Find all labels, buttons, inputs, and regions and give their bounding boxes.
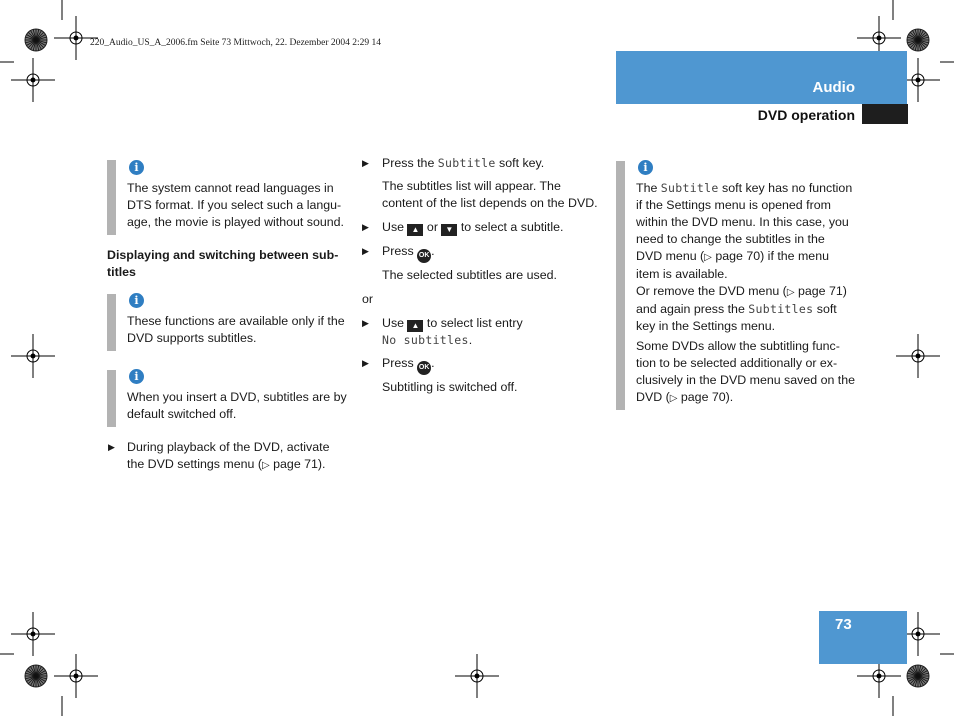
note-bar (107, 370, 116, 427)
note-text (127, 389, 352, 423)
step-text: Use ▲ to select list entry No subtitles. (382, 316, 523, 347)
info-icon: i (129, 293, 144, 308)
list-entry-label: No subtitles (382, 333, 469, 347)
registration-starburst-icon (25, 29, 47, 51)
step-text (127, 439, 352, 474)
note-bar (616, 161, 625, 410)
note-bar (107, 294, 116, 351)
step-text: Press OK . (382, 243, 607, 263)
step-line: During playback of the DVD, activate (127, 440, 330, 454)
thumb-tab (862, 104, 908, 124)
or-text: or (362, 292, 374, 306)
note-line: DVD supports subtitles. (127, 331, 257, 345)
registration-crosshair-icon (11, 612, 55, 656)
note-line: age, the movie is played without sound. (127, 215, 344, 229)
result-text: The subtitles list will appear. The content of the list depends on the DVD. (382, 179, 598, 210)
up-arrow-key-icon: ▲ (407, 224, 423, 236)
step-text: Press OK . (382, 355, 607, 375)
section-title: DVD operation (757, 107, 855, 123)
registration-crosshair-icon (54, 654, 98, 698)
registration-crosshair-icon (455, 654, 499, 698)
triangle-bullet-icon: ▶ (362, 358, 369, 368)
step-text: Press the Subtitle soft key. (382, 156, 545, 170)
subheading-line: titles (107, 265, 136, 279)
down-arrow-key-icon: ▼ (441, 224, 457, 236)
note-text: The Subtitle soft key has no function if the Settings menu is opened from within the DVD menu. In this case, you need to change the subtitles in the DVD menu (▷ page 70) if the menu item is available. Or remove the DVD menu (▷ page 71) and again press the Subtitles soft key in the Settings menu. (636, 181, 853, 333)
softkey-label: Subtitle (660, 181, 719, 195)
note-text: Some DVDs allow the subtitling func- tion to be selected additionally or ex- clusively in the DVD menu saved on the DVD (▷ page 70). (636, 339, 856, 404)
result-text: The selected subtitles are used. (382, 268, 557, 282)
triangle-bullet-icon: ▶ (362, 158, 369, 168)
page-number: 73 (835, 616, 852, 633)
page-reference-arrow-icon: ▷ (786, 287, 795, 298)
step-line: the DVD settings menu (▷ page 71). (127, 457, 326, 471)
ok-button-icon: OK (417, 249, 431, 263)
info-icon: i (638, 160, 653, 175)
note-text (127, 313, 352, 347)
registration-starburst-icon (25, 665, 47, 687)
note-line: When you insert a DVD, subtitles are by (127, 390, 347, 404)
chapter-tab (616, 51, 907, 104)
triangle-bullet-icon: ▶ (108, 442, 115, 452)
note-line: default switched off. (127, 407, 237, 421)
note-text (127, 180, 352, 231)
triangle-bullet-icon: ▶ (362, 222, 369, 232)
subheading-line: Displaying and switching between sub- (107, 248, 339, 262)
note-line: DTS format. If you select such a langu- (127, 198, 342, 212)
page-reference-arrow-icon: ▷ (669, 393, 678, 404)
note-line: These functions are available only if the (127, 314, 345, 328)
softkey-label: Subtitles (748, 302, 814, 316)
page-reference-arrow-icon: ▷ (261, 460, 270, 471)
triangle-bullet-icon: ▶ (362, 318, 369, 328)
page-reference-arrow-icon: ▷ (704, 252, 712, 263)
registration-crosshair-icon (11, 58, 55, 102)
result-text: Subtitling is switched off. (382, 380, 518, 394)
print-header: 220_Audio_US_A_2006.fm Seite 73 Mittwoch, 22. Dezember 2004 2:29 14 (90, 38, 382, 48)
chapter-tab-label: Audio (812, 79, 855, 96)
registration-crosshair-icon (896, 334, 940, 378)
note-bar (107, 160, 116, 235)
info-icon: i (129, 369, 144, 384)
info-icon: i (129, 160, 144, 175)
step-text: Use ▲ or ▼ to select a subtitle. (382, 220, 564, 234)
subheading (107, 247, 352, 281)
softkey-label: Subtitle (437, 156, 496, 170)
ok-button-icon: OK (417, 361, 431, 375)
up-arrow-key-icon: ▲ (407, 320, 423, 332)
registration-starburst-icon (907, 29, 929, 51)
registration-starburst-icon (907, 665, 929, 687)
registration-crosshair-icon (11, 334, 55, 378)
page-number-tab (819, 611, 907, 664)
note-line: The system cannot read languages in (127, 181, 334, 195)
triangle-bullet-icon: ▶ (362, 246, 369, 256)
